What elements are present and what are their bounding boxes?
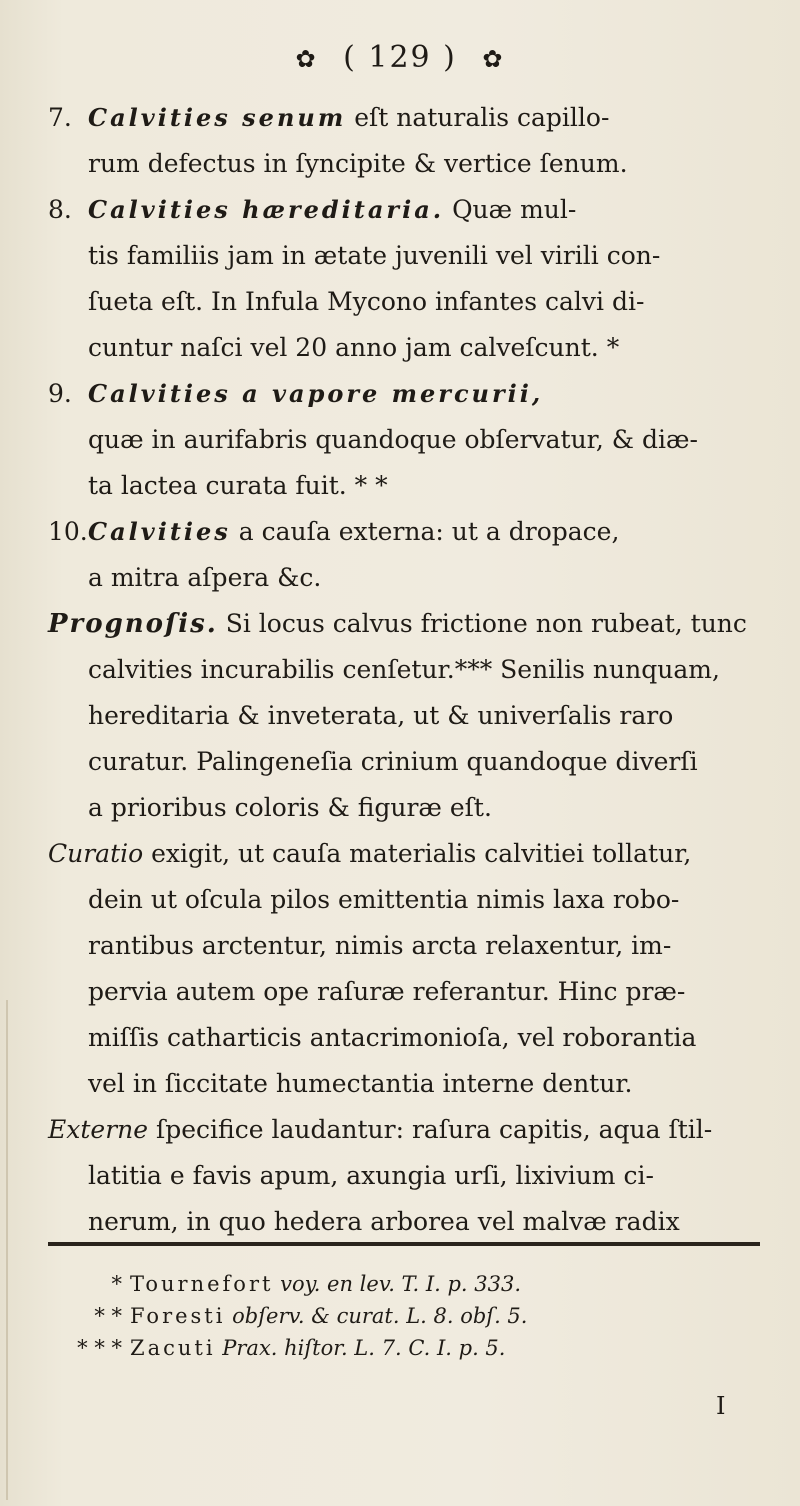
text-line: rum defectus in ſyncipite & vertice ſenum. xyxy=(88,149,628,178)
text-line: latitia e favis apum, axungia urſi, lixivium ci- xyxy=(88,1161,654,1190)
text-line: calvities incurabilis cenſetur.*** Senilis nunquam, xyxy=(88,655,720,684)
text-line: ta lactea curata fuit. * * xyxy=(88,471,388,500)
footnote-citation: obſerv. & curat. L. 8. obſ. 5. xyxy=(232,1304,528,1328)
section-heading: Prognoſis. xyxy=(48,609,218,639)
text-line: curatur. Palingeneſia crinium quandoque diverſi xyxy=(88,747,698,776)
entry-number: 8. xyxy=(48,195,72,224)
main-text xyxy=(48,95,768,1245)
entry-title: Calvities xyxy=(88,517,231,546)
footnote-author: Foresti xyxy=(130,1304,226,1328)
entry-title: Calvities hæreditaria. xyxy=(88,195,445,224)
text-line: a cauſa externa: ut a dropace, xyxy=(238,517,620,546)
text-line: a mitra aſpera &c. xyxy=(88,563,322,592)
entry-title: Calvities a vapore mercurii, xyxy=(88,379,544,408)
footnote xyxy=(72,1268,762,1300)
signature-mark: I xyxy=(716,1392,726,1420)
text-line: vel in ſiccitate humectantia interne dentur. xyxy=(88,1069,633,1098)
footnote xyxy=(72,1300,762,1332)
text-line: miſſis catharticis antacrimonioſa, vel roborantia xyxy=(88,1023,697,1052)
text-line: rantibus arctentur, nimis arcta relaxentur, im- xyxy=(88,931,672,960)
footnote-mark: * * * xyxy=(77,1336,122,1360)
entry-number: 10. xyxy=(48,517,88,546)
flower-ornament-icon: ✿ xyxy=(482,45,505,73)
section-heading: Curatio xyxy=(48,839,144,868)
entry-10 xyxy=(48,509,768,601)
footnotes xyxy=(72,1268,762,1364)
text-line: hereditaria & inveterata, ut & univerſalis raro xyxy=(88,701,674,730)
footnote-rule xyxy=(48,1242,760,1246)
text-line: ſueta eſt. In Infula Mycono infantes calvi di- xyxy=(88,287,645,316)
curatio-paragraph xyxy=(48,831,768,1107)
entry-number: 7. xyxy=(48,103,72,132)
entry-8 xyxy=(48,187,768,371)
footnote-citation: Prax. hiſtor. L. 7. C. I. p. 5. xyxy=(222,1336,506,1360)
footnote xyxy=(72,1332,762,1364)
text-line: nerum, in quo hedera arborea vel malvæ radix xyxy=(88,1207,680,1236)
text-line: tis familiis jam in ætate juvenili vel virili con- xyxy=(88,241,661,270)
footnote-citation: voy. en lev. T. I. p. 333. xyxy=(280,1272,522,1296)
text-line: Si locus calvus frictione non rubeat, tunc xyxy=(225,609,747,638)
entry-title: Calvities senum xyxy=(88,103,347,132)
entry-9 xyxy=(48,371,768,509)
text-line: dein ut oſcula pilos emittentia nimis laxa robo- xyxy=(88,885,680,914)
text-line: pervia autem ope raſuræ referantur. Hinc præ- xyxy=(88,977,686,1006)
footnote-author: Zacuti xyxy=(130,1336,216,1360)
prognosis-paragraph xyxy=(48,601,768,831)
text-line: eſt naturalis capillo- xyxy=(354,103,610,132)
section-heading: Externe xyxy=(48,1115,149,1144)
externe-paragraph xyxy=(48,1107,768,1245)
entry-7 xyxy=(48,95,768,187)
page-number: ( 129 ) xyxy=(343,40,457,75)
text-line: cuntur naſci vel 20 anno jam calveſcunt. * xyxy=(88,333,620,362)
text-line: quæ in aurifabris quandoque obſervatur, & diæ- xyxy=(88,425,698,454)
footnote-author: Tournefort xyxy=(130,1272,274,1296)
text-line: exigit, ut cauſa materialis calvitiei tollatur, xyxy=(151,839,692,868)
page-header xyxy=(0,40,800,75)
footnote-mark: * xyxy=(111,1272,122,1296)
entry-number: 9. xyxy=(48,379,72,408)
text-line: ſpecifice laudantur: raſura capitis, aqua ſtil- xyxy=(156,1115,713,1144)
text-line: a prioribus coloris & figuræ eſt. xyxy=(88,793,492,822)
footnote-mark: * * xyxy=(94,1304,122,1328)
text-line: Quæ mul- xyxy=(452,195,577,224)
flower-ornament-icon: ✿ xyxy=(295,45,318,73)
binding-edge xyxy=(6,1000,8,1500)
